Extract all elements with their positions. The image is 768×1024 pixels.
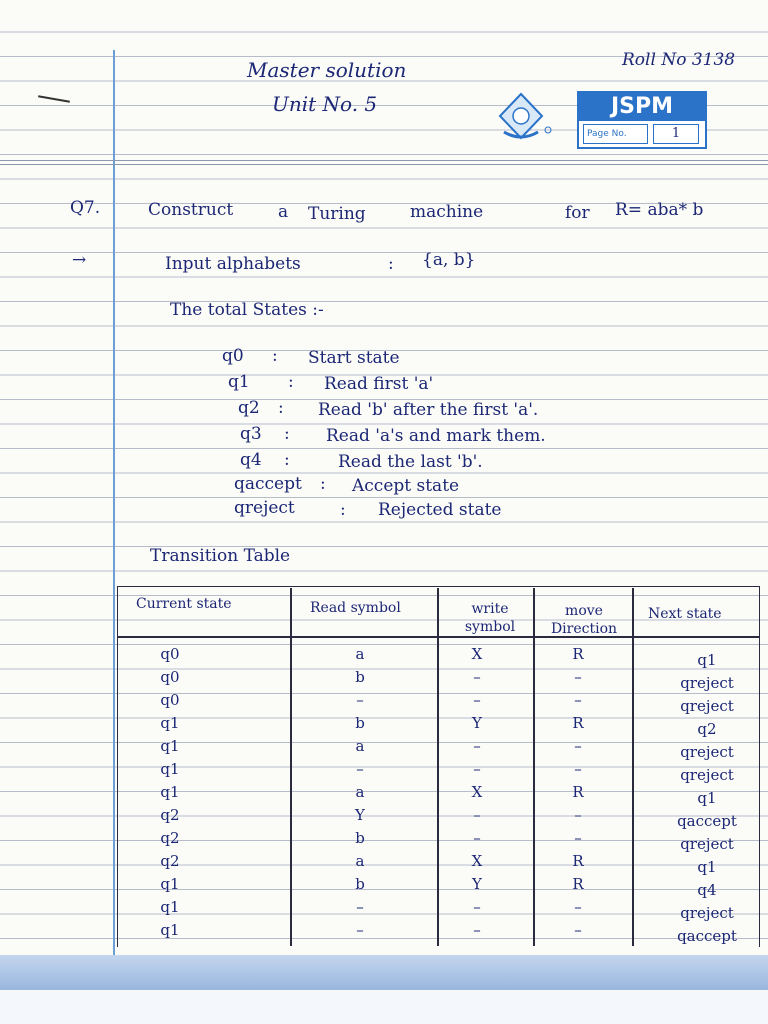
current-state-cell: q1 bbox=[160, 714, 180, 732]
next-state-cell: qreject bbox=[680, 697, 734, 715]
header-rule bbox=[0, 164, 768, 165]
state-name: q0 bbox=[222, 346, 244, 366]
state-name: qreject bbox=[234, 498, 295, 518]
colon: : bbox=[388, 254, 394, 274]
read-symbol-cell: b bbox=[355, 714, 365, 732]
table-column-divider bbox=[290, 588, 292, 946]
state-colon: : bbox=[340, 500, 346, 520]
write-symbol-cell: Y bbox=[472, 875, 482, 893]
next-state-cell: qreject bbox=[680, 766, 734, 784]
table-column-divider bbox=[437, 588, 439, 946]
move-direction-cell: – bbox=[574, 806, 582, 824]
state-colon: : bbox=[288, 372, 294, 392]
move-direction-cell: R bbox=[572, 783, 584, 801]
arrow-icon: → bbox=[72, 250, 87, 270]
margin-line bbox=[113, 50, 115, 955]
state-colon: : bbox=[278, 398, 284, 418]
move-direction-cell: R bbox=[572, 714, 584, 732]
table-header: write symbol bbox=[464, 601, 516, 635]
read-symbol-cell: – bbox=[356, 921, 364, 939]
read-symbol-cell: b bbox=[355, 829, 365, 847]
read-symbol-cell: – bbox=[356, 898, 364, 916]
move-direction-cell: – bbox=[574, 737, 582, 755]
read-symbol-cell: a bbox=[355, 783, 365, 801]
write-symbol-cell: – bbox=[473, 806, 481, 824]
state-description: Read the last 'b'. bbox=[338, 452, 483, 472]
write-symbol-cell: Y bbox=[472, 714, 482, 732]
current-state-cell: q0 bbox=[160, 645, 180, 663]
read-symbol-cell: b bbox=[355, 875, 365, 893]
table-header-rule bbox=[117, 636, 760, 638]
read-symbol-cell: a bbox=[355, 852, 365, 870]
question-number: Q7. bbox=[70, 198, 101, 218]
next-state-cell: qaccept bbox=[677, 927, 737, 945]
move-direction-cell: – bbox=[574, 691, 582, 709]
write-symbol-cell: X bbox=[471, 783, 483, 801]
input-alphabet-value: {a, b} bbox=[422, 250, 476, 270]
input-alphabet-label: Input alphabets bbox=[165, 254, 301, 274]
read-symbol-cell: a bbox=[355, 737, 365, 755]
next-state-cell: qreject bbox=[680, 743, 734, 761]
next-state-cell: q1 bbox=[697, 789, 717, 807]
current-state-cell: q2 bbox=[160, 852, 180, 870]
write-symbol-cell: – bbox=[473, 829, 481, 847]
question-word: Turing bbox=[308, 204, 366, 224]
read-symbol-cell: a bbox=[355, 645, 365, 663]
next-state-cell: qreject bbox=[680, 904, 734, 922]
header-rule bbox=[0, 160, 768, 161]
state-name: q1 bbox=[228, 372, 250, 392]
current-state-cell: q1 bbox=[160, 921, 180, 939]
page-number-value: 1 bbox=[653, 124, 699, 144]
read-symbol-cell: – bbox=[356, 760, 364, 778]
state-colon: : bbox=[272, 346, 278, 366]
question-word: machine bbox=[410, 202, 484, 222]
states-heading: The total States :- bbox=[170, 300, 324, 320]
roll-number: Roll No 3138 bbox=[622, 50, 736, 70]
table-header: Current state bbox=[136, 596, 232, 612]
current-state-cell: q1 bbox=[160, 783, 180, 801]
table-column-divider bbox=[632, 588, 634, 946]
state-colon: : bbox=[284, 450, 290, 470]
read-symbol-cell: b bbox=[355, 668, 365, 686]
state-description: Read first 'a' bbox=[324, 374, 434, 394]
question-word: Construct bbox=[148, 200, 234, 220]
write-symbol-cell: X bbox=[471, 852, 483, 870]
read-symbol-cell: – bbox=[356, 691, 364, 709]
current-state-cell: q1 bbox=[160, 737, 180, 755]
current-state-cell: q2 bbox=[160, 829, 180, 847]
next-state-cell: q4 bbox=[697, 881, 717, 899]
brand-box bbox=[577, 91, 707, 149]
brand-logo-text: JSPM bbox=[579, 93, 705, 121]
regular-expression: R= aba* b bbox=[615, 200, 704, 220]
state-name: q3 bbox=[240, 424, 262, 444]
state-colon: : bbox=[320, 474, 326, 494]
state-description: Rejected state bbox=[378, 500, 502, 520]
page-bottom-edge bbox=[0, 990, 768, 1024]
write-symbol-cell: – bbox=[473, 898, 481, 916]
next-state-cell: q1 bbox=[697, 858, 717, 876]
write-symbol-cell: X bbox=[471, 645, 483, 663]
current-state-cell: q2 bbox=[160, 806, 180, 824]
write-symbol-cell: – bbox=[473, 737, 481, 755]
table-header: move Direction bbox=[550, 603, 618, 637]
next-state-cell: qaccept bbox=[677, 812, 737, 830]
table-title: Transition Table bbox=[150, 546, 291, 566]
table-header: Read symbol bbox=[310, 600, 401, 616]
move-direction-cell: R bbox=[572, 875, 584, 893]
question-word: for bbox=[565, 203, 590, 223]
move-direction-cell: – bbox=[574, 921, 582, 939]
state-name: q2 bbox=[238, 398, 260, 418]
move-direction-cell: – bbox=[574, 829, 582, 847]
move-direction-cell: – bbox=[574, 760, 582, 778]
current-state-cell: q1 bbox=[160, 875, 180, 893]
state-name: qaccept bbox=[234, 474, 302, 494]
next-state-cell: q1 bbox=[697, 651, 717, 669]
page-number-label: Page No. bbox=[583, 124, 648, 144]
write-symbol-cell: – bbox=[473, 760, 481, 778]
current-state-cell: q1 bbox=[160, 898, 180, 916]
move-direction-cell: R bbox=[572, 645, 584, 663]
state-description: Accept state bbox=[352, 476, 460, 496]
current-state-cell: q0 bbox=[160, 668, 180, 686]
college-emblem-icon bbox=[490, 92, 552, 142]
current-state-cell: q0 bbox=[160, 691, 180, 709]
table-header: Next state bbox=[648, 606, 722, 622]
table-column-divider bbox=[533, 588, 535, 946]
move-direction-cell: R bbox=[572, 852, 584, 870]
next-state-cell: qreject bbox=[680, 674, 734, 692]
write-symbol-cell: – bbox=[473, 691, 481, 709]
state-colon: : bbox=[284, 424, 290, 444]
read-symbol-cell: Y bbox=[355, 806, 365, 824]
state-description: Start state bbox=[308, 348, 400, 368]
state-description: Read 'a's and mark them. bbox=[326, 426, 546, 446]
unit-number: Unit No. 5 bbox=[272, 92, 378, 116]
next-state-cell: q2 bbox=[697, 720, 717, 738]
write-symbol-cell: – bbox=[473, 921, 481, 939]
move-direction-cell: – bbox=[574, 898, 582, 916]
state-name: q4 bbox=[240, 450, 262, 470]
move-direction-cell: – bbox=[574, 668, 582, 686]
current-state-cell: q1 bbox=[160, 760, 180, 778]
state-description: Read 'b' after the first 'a'. bbox=[318, 400, 539, 420]
write-symbol-cell: – bbox=[473, 668, 481, 686]
next-state-cell: qreject bbox=[680, 835, 734, 853]
page-title: Master solution bbox=[247, 58, 407, 82]
question-word: a bbox=[278, 202, 289, 222]
